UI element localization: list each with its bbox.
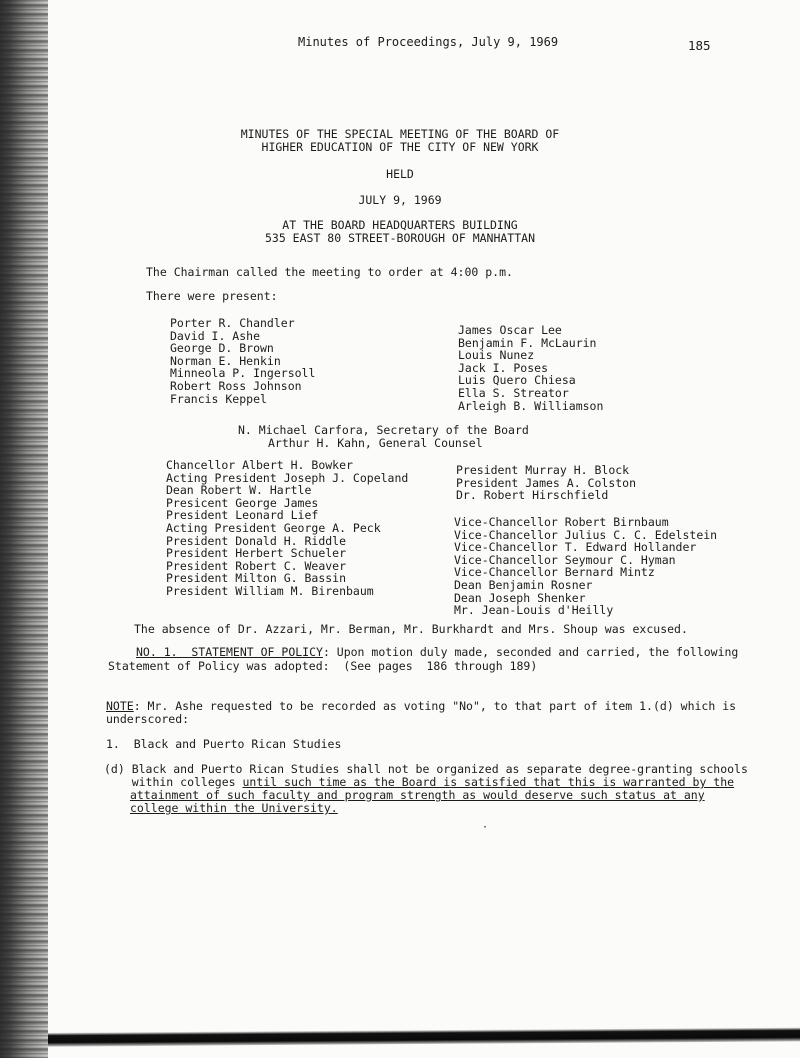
staff-name: Vice-Chancellor Robert Birnbaum (454, 515, 669, 529)
counsel-line: Arthur H. Kahn, General Counsel (268, 436, 483, 450)
staff-name: President James A. Colston (456, 475, 637, 490)
staff-name: Vice-Chancellor Bernard Mintz (454, 565, 655, 580)
member-name: Ella S. Streator (458, 385, 569, 400)
staff-right-top-list (456, 464, 636, 502)
staff-name: Acting President George A. Peck (166, 520, 381, 535)
staff-name: Dean Joseph Shenker (454, 590, 586, 605)
scan-bottom-shadow (48, 1027, 800, 1046)
running-header: Minutes of Proceedings, July 9, 1969 (298, 35, 559, 49)
staff-name: Vice-Chancellor T. Edward Hollander (454, 540, 697, 555)
member-name: Luis Quero Chiesa (458, 373, 576, 388)
absence-statement: The absence of Dr. Azzari, Mr. Berman, Mr. Burkhardt and Mrs. Shoup was excused. (134, 622, 688, 636)
staff-name: President Herbert Schueler (166, 546, 347, 561)
staff-name: Mr. Jean-Louis d'Heilly (454, 603, 614, 618)
item-d-line-2 (104, 776, 734, 789)
title-line-2: HIGHER EDUCATION OF THE CITY OF NEW YORK (261, 140, 539, 154)
member-name: Francis Keppel (170, 391, 267, 406)
member-name: Louis Nunez (458, 348, 535, 363)
member-name: David I. Ashe (170, 328, 261, 343)
page-number: 185 (688, 38, 711, 53)
staff-name: President Donald H. Riddle (166, 533, 347, 548)
staff-name: Vice-Chancellor Julius C. C. Edelstein (454, 527, 718, 542)
item-1-text: : Upon motion duly made, seconded and carried, the following (322, 645, 739, 659)
held-label: HELD (386, 167, 414, 181)
item-d-underscored-text: until such time as the Board is satisfied that this is warranted by the (242, 775, 735, 789)
location-line-1: AT THE BOARD HEADQUARTERS BUILDING (282, 218, 518, 232)
member-name: Jack I. Poses (458, 360, 549, 375)
member-name: Robert Ross Johnson (170, 378, 302, 393)
scan-binding-shadow (0, 0, 48, 1058)
stray-mark: · (482, 822, 489, 833)
staff-name: Chancellor Albert H. Bowker (166, 458, 353, 472)
note-line-1 (106, 700, 736, 713)
item-1-heading: NO. 1. STATEMENT OF POLICY (136, 645, 323, 659)
member-name: James Oscar Lee (458, 323, 562, 337)
staff-name: Dean Robert W. Hartle (166, 483, 312, 498)
member-name: Porter R. Chandler (170, 316, 295, 330)
secretary-line: N. Michael Carfora, Secretary of the Board (238, 423, 529, 437)
item-1-line-1 (136, 646, 738, 659)
member-name: Benjamin F. McLaurin (458, 335, 597, 350)
section-heading: 1. Black and Puerto Rican Studies (106, 737, 342, 751)
item-d-line-4: college within the University. (130, 801, 338, 815)
note-line-2: underscored: (106, 712, 190, 726)
present-label: There were present: (146, 289, 278, 303)
staff-name: President Leonard Lief (166, 508, 319, 523)
staff-name: Dr. Robert Hirschfield (456, 488, 609, 503)
item-d-line-1: (d) Black and Puerto Rican Studies shall not be organized as separate degree-granting schools (104, 762, 748, 776)
location-line-2: 535 EAST 80 STREET-BOROUGH OF MANHATTAN (264, 231, 536, 245)
staff-name: Dean Benjamin Rosner (454, 577, 593, 592)
staff-name: President William M. Birenbaum (166, 583, 374, 598)
staff-name: Vice-Chancellor Seymour C. Hyman (454, 552, 676, 567)
staff-name: President Murray H. Block (456, 463, 630, 477)
members-left-list (170, 317, 315, 405)
item-d-plain-text: within colleges (104, 775, 243, 789)
staff-name: Acting President Joseph J. Copeland (166, 470, 409, 485)
note-text: : Mr. Ashe requested to be recorded as voting "No", to that part of item 1.(d) which is (133, 699, 737, 713)
members-right-list (458, 324, 603, 412)
call-to-order: The Chairman called the meeting to order at 4:00 p.m. (146, 265, 513, 279)
member-name: Arleigh B. Williamson (458, 398, 604, 413)
member-name: Norman E. Henkin (170, 353, 281, 368)
staff-name: President Robert C. Weaver (166, 558, 347, 573)
item-d-line-3: attainment of such faculty and program strength as would deserve such status at any (130, 788, 705, 802)
member-name: George D. Brown (170, 341, 274, 356)
meeting-date: JULY 9, 1969 (358, 193, 442, 207)
note-label: NOTE (106, 699, 134, 713)
title-line-1: MINUTES OF THE SPECIAL MEETING OF THE BOARD OF (240, 127, 560, 141)
staff-name: President Milton G. Bassin (166, 571, 347, 586)
staff-right-bottom-list (454, 516, 717, 617)
member-name: Minneola P. Ingersoll (170, 366, 316, 381)
staff-name: Presicent George James (166, 495, 319, 510)
item-1-line-2: Statement of Policy was adopted: (See pages 186 through 189) (108, 659, 538, 673)
staff-left-list (166, 459, 408, 598)
